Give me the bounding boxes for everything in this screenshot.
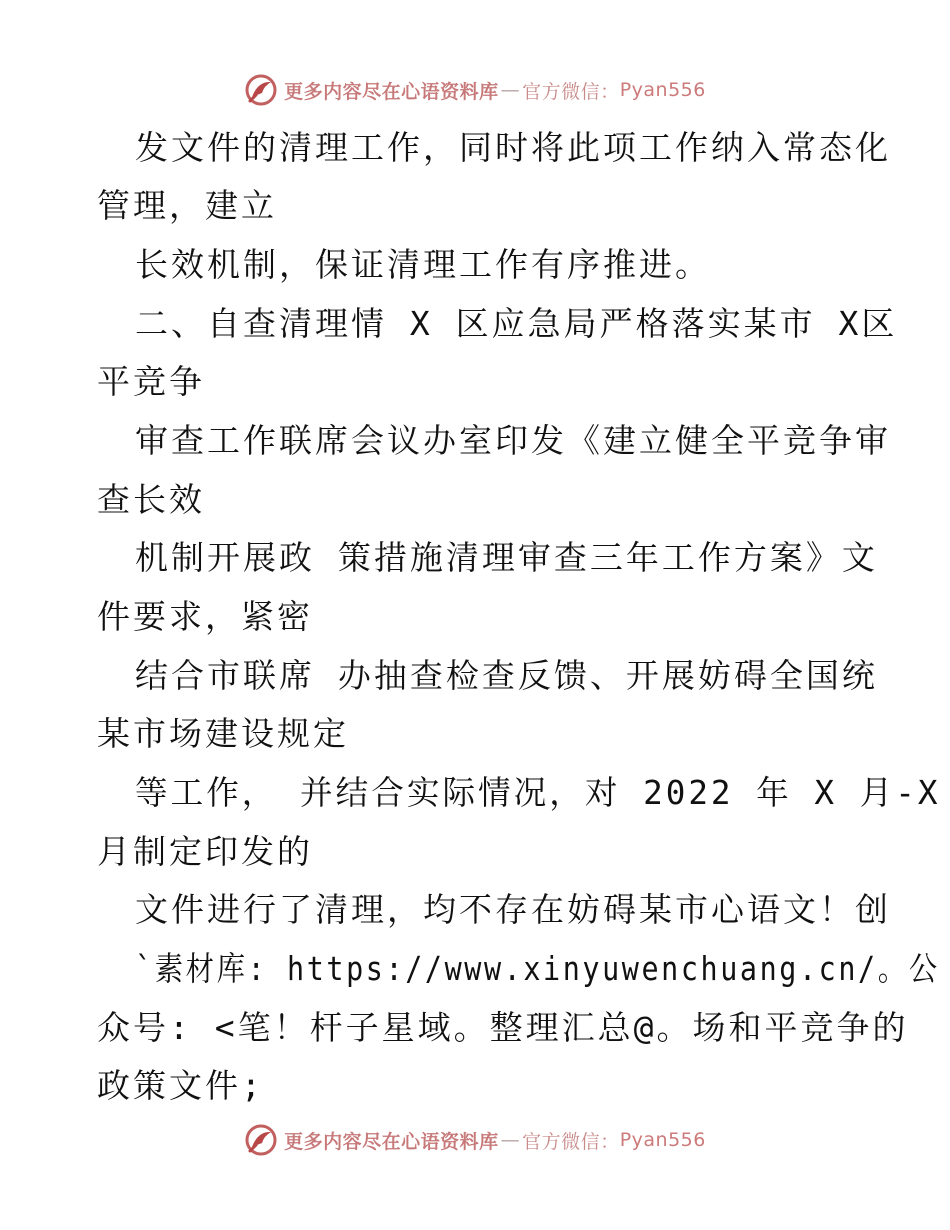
body-line-3: 长效机制，保证清理工作有序推进。: [135, 245, 711, 284]
body-line-1: 发文件的清理工作，同时将此项工作纳入常态化: [135, 128, 891, 167]
body-line-10: 结合市联席 办抽查检查反馈、开展妨碍全国统: [135, 656, 878, 695]
body-line-11: 某市场建设规定: [97, 714, 349, 753]
banner-wechat-id: Pyan556: [619, 1129, 706, 1151]
body-line-9: 件要求，紧密: [97, 597, 313, 636]
body-line-15: `素材库: https://www.xinyuwenchuang.cn/。公: [135, 949, 940, 988]
footer-watermark-banner: [0, 1120, 950, 1160]
body-line-17: 政策文件;: [97, 1066, 264, 1105]
banner-dash: —: [500, 1129, 521, 1151]
banner-wechat-label: 官方微信：: [522, 1130, 620, 1153]
banner-text: [284, 1127, 706, 1154]
body-line-13: 月制定印发的: [97, 832, 313, 871]
body-line-12: 等工作， 并结合实际情况，对 2022 年 X 月-X: [135, 773, 941, 812]
banner-brand: 更多内容尽在心语资料库: [284, 1130, 499, 1153]
banner-brand: 更多内容尽在心语资料库: [284, 80, 499, 103]
body-line-2: 管理，建立: [97, 186, 277, 225]
body-line-14: 文件进行了清理，均不存在妨碍某市心语文！创: [135, 890, 891, 929]
body-line-8: 机制开展政 策措施清理审查三年工作方案》文: [135, 538, 878, 577]
brush-logo-icon: [244, 1123, 278, 1157]
banner-wechat-id: Pyan556: [619, 79, 706, 101]
body-line-4: 二、自查清理情 X 区应急局严格落实某市 X区: [135, 304, 898, 343]
banner-dash: —: [500, 79, 521, 101]
body-line-6: 审查工作联席会议办室印发《建立健全平竞争审: [135, 421, 891, 460]
banner-text: [284, 77, 706, 104]
body-line-7: 查长效: [97, 480, 205, 519]
brush-logo-icon: [244, 73, 278, 107]
body-line-5: 平竞争: [97, 362, 205, 401]
header-watermark-banner: [0, 70, 950, 110]
body-line-16: 众号: <笔！杆子星域。整理汇总@。场和平竞争的: [97, 1008, 909, 1047]
banner-wechat-label: 官方微信：: [522, 80, 620, 103]
